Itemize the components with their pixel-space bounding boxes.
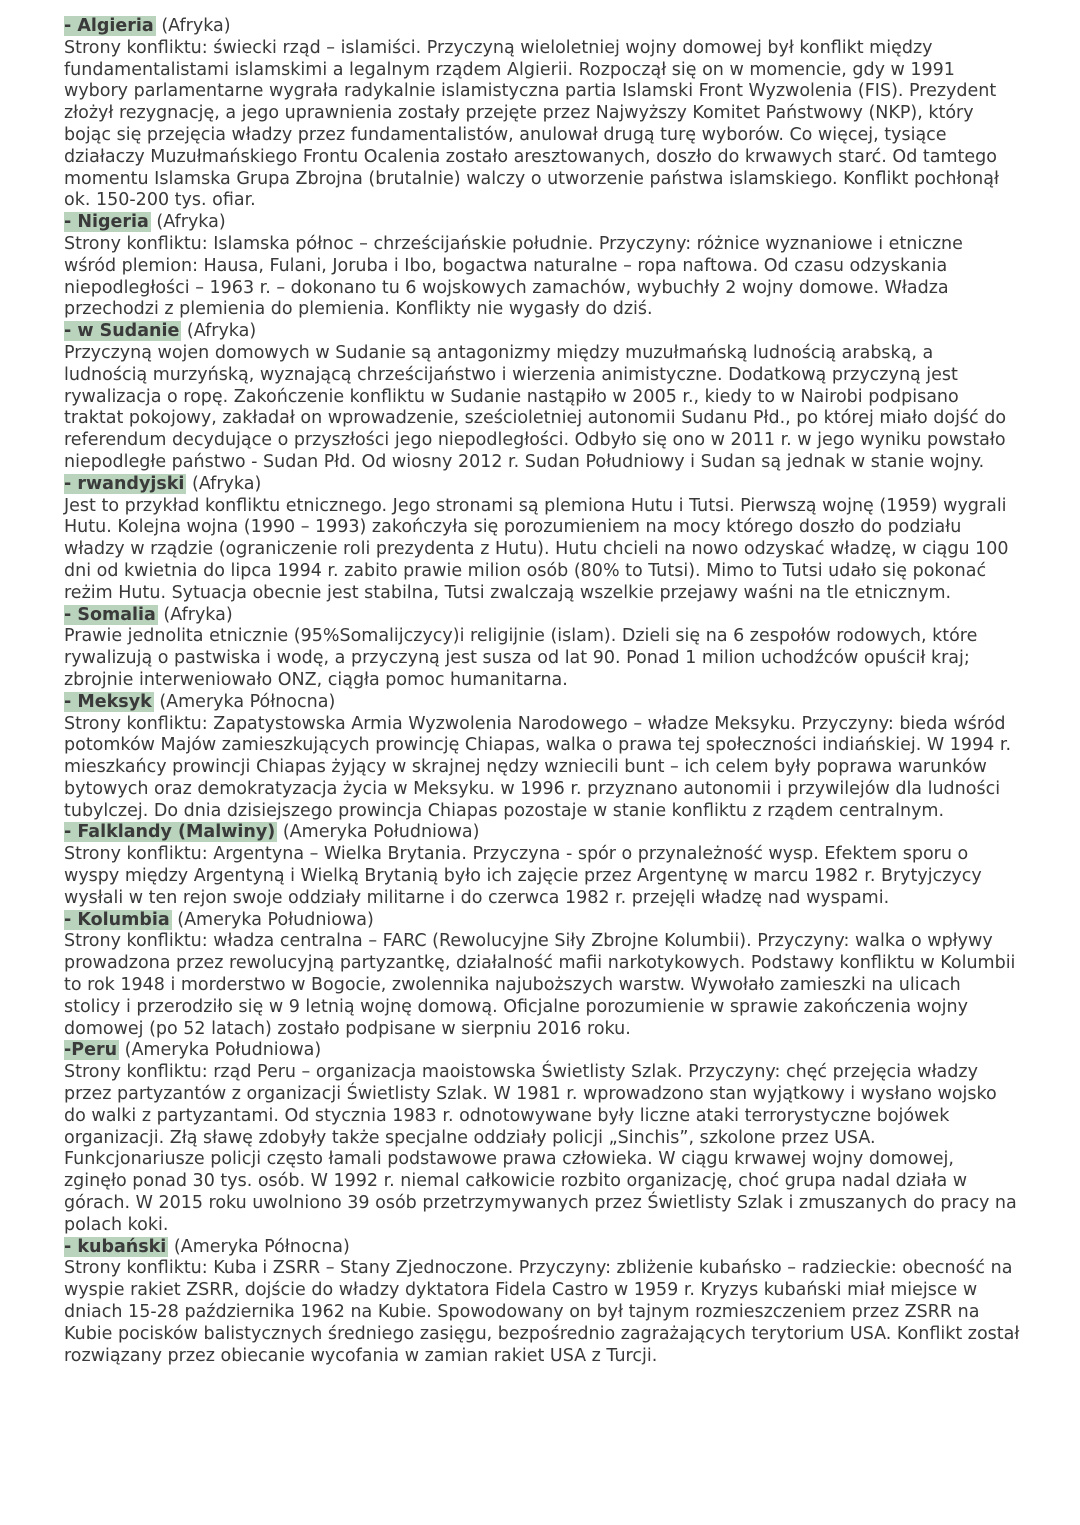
entry-kolumbia — [64, 910, 1020, 1041]
entry-algieria — [64, 16, 1020, 212]
entry-name-highlight: - Somalia — [64, 604, 156, 625]
entry-heading — [64, 16, 1020, 38]
entry-heading — [64, 321, 1020, 343]
entry-text: Strony konfliktu: Kuba i ZSRR – Stany Zjednoczone. Przyczyny: zbliżenie kubańsko – radzieckie: obecność na wyspie rakiet ZSRR, dojście do władzy dyktatora Fidela Castro w 1959 r. Kryzys kubański miał miejsce w dniach 15-28 października 1962 na Kubie. Spowodowany on był tajnym rozmieszczeniem przez ZSRR na Kubie pocisków balistycznych średniego zasięgu, bezpośrednio zagrażających terytorium USA. Konflikt został rozwiązany przez obiecanie wycofania w zamian rakiet USA z Turcji. — [64, 1258, 1020, 1366]
entry-heading — [64, 605, 1020, 627]
entry-name-highlight: - Nigeria — [64, 212, 149, 233]
entry-name-highlight: - Algieria — [64, 16, 154, 36]
entry-name-highlight: - Meksyk — [64, 691, 152, 712]
entry-name-highlight: - kubański — [64, 1236, 167, 1257]
entry-text: Strony konfliktu: Islamska północ – chrześcijańskie południe. Przyczyny: różnice wyznaniowe i etniczne wśród plemion: Hausa, Fulani, Joruba i Ibo, bogactwa naturalne – ropa naftowa. Od czasu odzyskania niepodległości – 1963 r. – dokonano tu 6 wojskowych zamachów, wybuchły 2 wojny domowe. Władza przechodzi z plemienia do plemienia. Konflikty nie wygasły do dziś. — [64, 233, 963, 320]
entry-region: (Afryka) — [163, 604, 233, 625]
entry-name-highlight: -Peru — [64, 1040, 118, 1061]
entry-name-highlight: - Falklandy (Malwiny) — [64, 822, 276, 843]
entry-peru — [64, 1040, 1020, 1236]
entry-heading — [64, 910, 1020, 932]
entry-text: Przyczyną wojen domowych w Sudanie są antagonizmy między muzułmańską ludnością arabską, a ludnością murzyńską, wyznającą chrześcijaństwo i wierzenia animistyczne. Dodatkową przyczyną jest rywalizacja o ropę. Zakończenie konfliktu w Sudanie nastąpiło w 2005 r., kiedy to w Nairobi podpisano traktat pokojowy, zakładał on wprowadzenie, sześcioletniej autonomii Sudanu Płd., po której miało dojść do referendum decydujące o przyszłości jego niepodległości. Odbyło się ono w 2011 r. w jego wyniku powstało niepodległe państwo - Sudan Płd. Od wiosny 2012 r. Sudan Południowy i Sudan są jednak w stanie wojny. — [64, 342, 1007, 472]
document-page — [64, 16, 1020, 1367]
entry-rwanda — [64, 474, 1020, 605]
entry-falklandy — [64, 822, 1020, 909]
entry-kuba — [64, 1237, 1020, 1368]
entry-heading — [64, 212, 1020, 234]
entry-heading — [64, 1040, 1020, 1062]
entry-region: (Afryka) — [192, 473, 262, 494]
entry-region: (Ameryka Południowa) — [124, 1040, 322, 1061]
entry-region: (Ameryka Północna) — [173, 1236, 350, 1257]
entry-meksyk — [64, 692, 1020, 823]
entry-heading — [64, 474, 1020, 496]
entry-region: (Afryka) — [156, 212, 226, 233]
entry-text: Jest to przykład konfliktu etnicznego. Jego stronami są plemiona Hutu i Tutsi. Pierwszą wojnę (1959) wygrali Hutu. Kolejna wojna (1990 – 1993) zakończyła się porozumieniem na mocy którego doszło do podziału władzy w rządzie (ograniczenie roli prezydenta z Hutu). Hutu chcieli na nowo odzyskać władzę, w ciągu 100 dni od kwietnia do lipca 1994 r. zabito prawie milion osób (80% to Tutsi). Mimo to Tutsi udało się pokonać reżim Hutu. Sytuacja obecnie jest stabilna, Tutsi zwalczają wszelkie przejawy waśni na tle etnicznym. — [64, 495, 1009, 603]
entry-text: Strony konfliktu: rząd Peru – organizacja maoistowska Świetlisty Szlak. Przyczyny: chęć przejęcia władzy przez partyzantów z organizacji Świetlisty Szlak. W 1981 r. wprowadzono stan wyjątkowy i wysłano wojsko do walki z partyzantami. Od stycznia 1983 r. odnotowywane były liczne ataki terrorystyczne bojówek organizacji. Złą sławę zdobyły także specjalne oddziały policji „Sinchis”, szkolone przez USA. Funkcjonariusze policji często łamali podstawowe prawa człowieka. W ciągu krwawej wojny domowej, zginęło ponad 30 tys. osób. W 1992 r. niemal całkowicie rozbito organizację, choć grupa nadal działa w górach. W 2015 roku uwolniono 39 osób przetrzymywanych przez Świetlisty Szlak i zmuszanych do pracy na polach koki. — [64, 1062, 1017, 1235]
entry-text: Strony konfliktu: świecki rząd – islamiści. Przyczyną wieloletniej wojny domowej był konflikt między fundamentalistami islamskimi a legalnym rządem Algierii. Rozpoczął się on w momencie, gdy w 1991 wybory parlamentarne wygrała radykalnie islamistyczna partia Islamski Front Wyzwolenia (FIS). Prezydent złożył rezygnację, a jego uprawnienia zostały przejęte przez Najwyższy Komitet Państwowy (NKP), który bojąc się przejęcia władzy przez fundamentalistów, anulował drugą turę wyborów. Co więcej, tysiące działaczy Muzułmańskiego Frontu Ocalenia zostało aresztowanych, doszło do krwawych starć. Od tamtego momentu Islamska Grupa Zbrojna (brutalnie) walczy o utworzenie państwa islamskiego. Konflikt pochłonął ok. 150-200 tys. ofiar. — [64, 37, 999, 211]
entry-somalia — [64, 605, 1020, 692]
entry-heading — [64, 1237, 1020, 1259]
entry-region: (Ameryka Południowa) — [282, 822, 480, 843]
entry-name-highlight: - rwandyjski — [64, 473, 185, 494]
entry-region: (Ameryka Północna) — [159, 691, 336, 712]
entry-text: Prawie jednolita etnicznie (95%Somalijczycy)i religijnie (islam). Dzieli się na 6 zespołów rodowych, które rywalizują o pastwiska i wodę, a przyczyną jest susza od lat 90. Ponad 1 milion uchodźców opuścił kraj; zbrojnie interweniowało ONZ, ciągła pomoc humanitarna. — [64, 626, 978, 690]
entry-text: Strony konfliktu: Zapatystowska Armia Wyzwolenia Narodowego – władze Meksyku. Przyczyny: bieda wśród potomków Majów zamieszkujących prowincję Chiapas, walka o prawa tej społeczności indiańskiej. W 1994 r. mieszkańcy prowincji Chiapas żyjący w skrajnej nędzy wzniecili bunt – ich celem były poprawa warunków bytowych oraz demokratyzacja życia w Meksyku. w 1996 r. przyznano autonomii i przywilejów dla ludności tubylczej. Do dnia dzisiejszego prowincja Chiapas pozostaje w stanie konfliktu z rządem centralnym. — [64, 713, 1012, 821]
entry-region: (Ameryka Południowa) — [177, 909, 374, 930]
entry-nigeria — [64, 212, 1020, 321]
entry-name-highlight: - Kolumbia — [64, 909, 170, 930]
entry-heading — [64, 822, 1020, 844]
entry-text: Strony konfliktu: Argentyna – Wielka Brytania. Przyczyna - spór o przynależność wysp. Efektem sporu o wyspy między Argentyną i Wielką Brytanią było ich zajęcie przez Argentynę w marcu 1982 r. Brytyjczycy wysłali w ten rejon swoje oddziały militarne i do czerwca 1982 r. przejęli władzę nad wyspami. — [64, 844, 982, 908]
entry-sudan — [64, 321, 1020, 474]
entry-heading — [64, 692, 1020, 714]
entry-text: Strony konfliktu: władza centralna – FARC (Rewolucyjne Siły Zbrojne Kolumbii). Przyczyny: walka o wpływy prowadzona przez rewolucyjną partyzantkę, działalność mafii narkotykowych. Podstawy konfliktu w Kolumbii to rok 1948 i morderstwo w Bogocie, zwolennika najuboższych warstw. Wywołało zamieszki na ulicach stolicy i przerodziło się w 9 letnią wojnę domową. Oficjalne porozumienie w sprawie zakończenia wojny domowej (po 52 latach) zostało podpisane w sierpniu 2016 roku. — [64, 931, 1016, 1039]
entry-name-highlight: - w Sudanie — [64, 321, 180, 342]
entry-region: (Afryka) — [186, 321, 257, 342]
entry-region: (Afryka) — [161, 16, 231, 36]
